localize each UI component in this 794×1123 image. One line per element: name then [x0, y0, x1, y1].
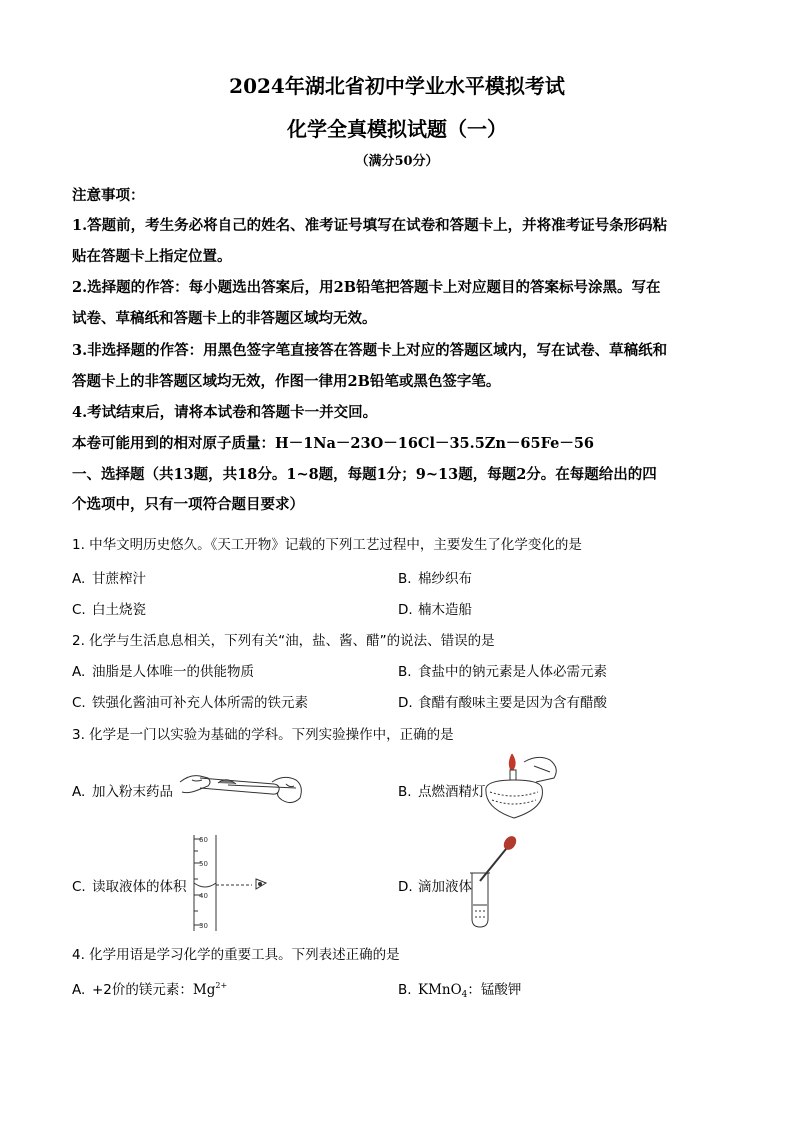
section-heading-cont: 个选项中，只有一项符合题目要求）: [72, 496, 304, 513]
q2-option-b[interactable]: B. 食盐中的钠元素是人体必需元素: [398, 664, 607, 680]
q1-option-d[interactable]: D. 楠木造船: [398, 602, 472, 618]
question-2-stem: 2. 化学与生活息息相关，下列有关“油，盐、酱、醋”的说法、错误的是: [72, 633, 495, 649]
exam-subtitle: 化学全真模拟试题（一）: [287, 117, 507, 141]
cylinder-mark-60: 60: [199, 836, 208, 844]
question-4-stem: 4. 化学用语是学习化学的重要工具。下列表述正确的是: [72, 947, 400, 963]
exam-title: 2024年湖北省初中学业水平模拟考试: [229, 74, 565, 98]
atomic-mass-line: 本卷可能用到的相对原子质量：H－1Na－23O－16Cl－35.5Zn－65Fe－56: [72, 435, 594, 452]
q2-option-c[interactable]: C. 铁强化酱油可补充人体所需的铁元素: [72, 695, 308, 711]
notes-heading: 注意事项：: [72, 187, 145, 204]
notes-line: 3.非选择题的作答：用黑色签字笔直接答在答题卡上对应的答题区域内，写在试卷、草稿纸和: [72, 342, 668, 359]
q3-option-b[interactable]: B. 点燃酒精灯: [398, 784, 486, 800]
cylinder-mark-50: 50: [199, 860, 208, 868]
notes-line: 答题卡上的非答题区域均无效，作图一律用2B铅笔或黑色签字笔。: [72, 373, 501, 390]
notes-line: 贴在答题卡上指定位置。: [72, 248, 232, 265]
cylinder-mark-40: 40: [199, 892, 208, 900]
q3-option-a[interactable]: A. 加入粉末药品: [72, 784, 173, 800]
q1-option-b[interactable]: B. 棉纱织布: [398, 571, 472, 587]
alcohol-lamp-image: [480, 752, 564, 824]
q1-option-a[interactable]: A. 甘蔗榨汁: [72, 571, 146, 587]
notes-line: 2.选择题的作答：每小题选出答案后，用2B铅笔把答题卡上对应题目的答案标号涂黑。写在: [72, 279, 661, 296]
question-1-stem: 1. 中华文明历史悠久。《天工开物》记载的下列工艺过程中，主要发生了化学变化的是: [72, 537, 582, 553]
dropper-test-tube-image: [468, 833, 524, 929]
q4-option-a[interactable]: A. +2价的镁元素：$Mg^{2+}$: [72, 981, 228, 998]
notes-line: 1.答题前，考生务必将自己的姓名、准考证号填写在试卷和答题卡上，并将准考证号条形码粘: [72, 217, 668, 234]
q2-option-a[interactable]: A. 油脂是人体唯一的供能物质: [72, 664, 254, 680]
section-heading: 一、选择题（共13题，共18分。1~8题，每题1分；9~13题，每题2分。在每题给出的四: [72, 466, 657, 483]
measuring-cylinder-image: [186, 833, 276, 933]
question-3-stem: 3. 化学是一门以实验为基础的学科。下列实验操作中，正确的是: [72, 727, 454, 743]
q3-option-d[interactable]: D. 滴加液体: [398, 879, 472, 895]
q3-option-c[interactable]: C. 读取液体的体积: [72, 879, 187, 895]
powder-test-tube-image: [178, 760, 306, 810]
q2-option-d[interactable]: D. 食醋有酸味主要是因为含有醋酸: [398, 695, 607, 711]
q1-option-c[interactable]: C. 白土烧瓷: [72, 602, 146, 618]
q4-option-b[interactable]: B. KMnO$_4$：锰酸钾: [398, 982, 522, 1000]
cylinder-mark-30: 30: [199, 922, 208, 930]
exam-score: （满分50分）: [355, 154, 439, 169]
notes-line: 试卷、草稿纸和答题卡上的非答题区域均无效。: [72, 310, 377, 327]
notes-line: 4.考试结束后，请将本试卷和答题卡一并交回。: [72, 404, 378, 421]
